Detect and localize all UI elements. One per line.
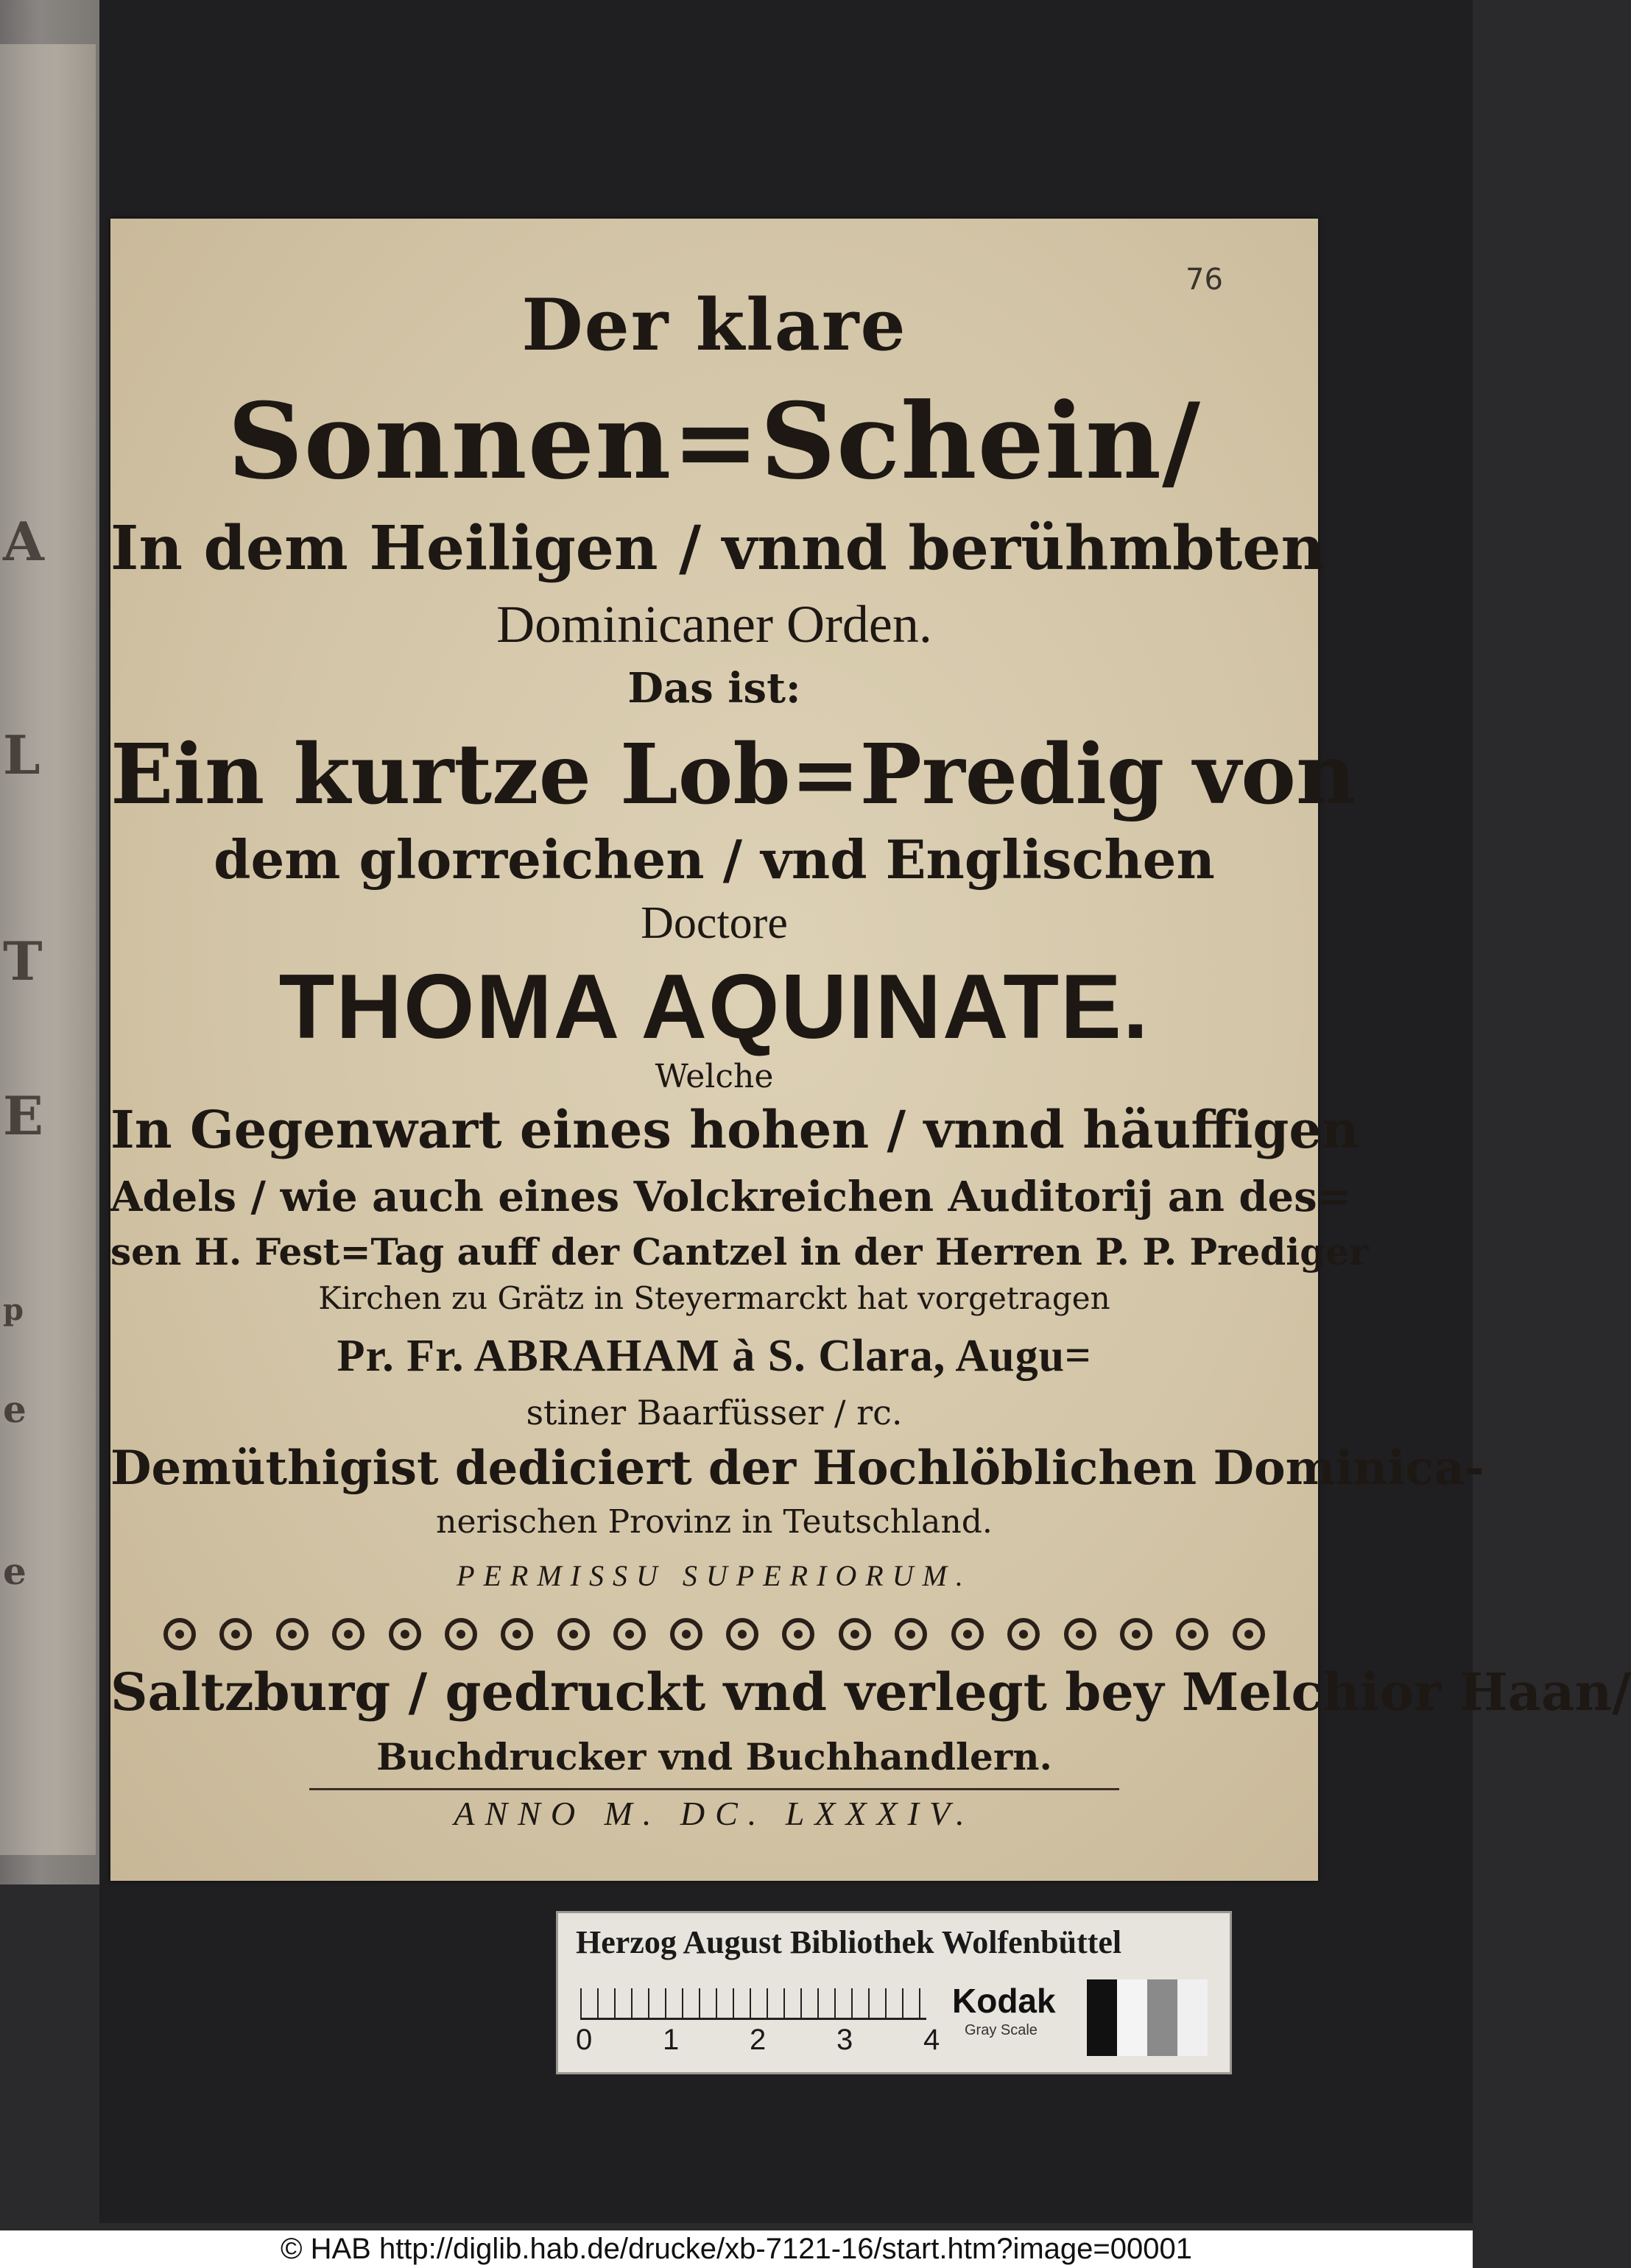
gray-patch: [1087, 1979, 1117, 2056]
ornament-icon: [726, 1618, 758, 1650]
ornament-icon: [445, 1618, 477, 1650]
ornament-border: [163, 1614, 1265, 1655]
title-line-4: Dominicaner Orden.: [496, 595, 932, 654]
folio-number: 76: [1186, 263, 1223, 297]
title-line-6: Ein kurtze Lob=Predig von: [110, 727, 1356, 823]
ornament-icon: [389, 1618, 421, 1650]
kodak-logo: Kodak: [952, 1982, 1056, 2020]
gray-patch: [1117, 1979, 1147, 2056]
title-line-16: stiner Baarfüsser / rc.: [526, 1393, 903, 1432]
ornament-icon: [1176, 1618, 1208, 1650]
gray-patch: [1177, 1979, 1208, 2056]
title-line-18: nerischen Provinz in Teutschland.: [436, 1503, 993, 1541]
ornament-icon: [557, 1618, 590, 1650]
ornament-icon: [1007, 1618, 1040, 1650]
ornament-icon: [782, 1618, 814, 1650]
title-line-9: THOMA AQUINATE.: [278, 956, 1150, 1058]
title-line-3: In dem Heiligen / vnnd berühmbten: [110, 513, 1325, 584]
title-line-17: Demüthigist dediciert der Hochlöblichen Dominica-: [110, 1441, 1484, 1496]
ornament-icon: [670, 1618, 702, 1650]
ruler-numbers: [576, 2024, 959, 2060]
title-line-5: Das ist:: [627, 664, 801, 713]
title-line-7: dem glorreichen / vnd Englischen: [214, 828, 1215, 891]
ruler-number: 2: [750, 2024, 767, 2056]
title-page: [110, 219, 1631, 1881]
divider-rule: [309, 1788, 1119, 1790]
ornament-icon: [839, 1618, 871, 1650]
imprint-line-2: Buchdrucker vnd Buchhandlern.: [376, 1735, 1052, 1778]
gray-scale-target: [556, 1911, 1232, 2074]
gray-patches: [1087, 1979, 1208, 2056]
imprint-line-1: Saltzburg / gedruckt vnd verlegt bey Melchior Haan/: [110, 1661, 1631, 1723]
imprint-date: ANNO M. DC. LXXXIV.: [454, 1795, 975, 1832]
ruler-number: 1: [663, 2024, 680, 2056]
ornament-icon: [951, 1618, 984, 1650]
library-label: Herzog August Bibliothek Wolfenbüttel: [576, 1924, 1122, 1960]
title-line-2: Sonnen=Schein/: [228, 381, 1201, 503]
ruler-number: 4: [923, 2024, 940, 2056]
ornament-icon: [332, 1618, 364, 1650]
title-line-11: In Gegenwart eines hohen / vnnd häuffigen: [110, 1099, 1359, 1160]
ornament-icon: [219, 1618, 252, 1650]
title-line-14: Kirchen zu Grätz in Steyermarckt hat vorgetragen: [318, 1280, 1110, 1316]
gray-patch: [1147, 1979, 1177, 2056]
ornament-icon: [1233, 1618, 1265, 1650]
adjacent-page-letters: A L T E p e e: [3, 510, 44, 1593]
ornament-icon: [613, 1618, 646, 1650]
ornament-icon: [1064, 1618, 1096, 1650]
title-line-12: Adels / wie auch eines Volckreichen Auditorij an des=: [110, 1173, 1352, 1221]
title-line-1: Der klare: [521, 283, 907, 367]
ruler-number: 0: [576, 2024, 593, 2056]
title-line-19: PERMISSU SUPERIORUM.: [457, 1559, 972, 1592]
ornament-icon: [276, 1618, 309, 1650]
copyright-footer: © HAB http://diglib.hab.de/drucke/xb-7121-16/start.htm?image=00001: [0, 2230, 1473, 2268]
title-line-8: Doctore: [641, 898, 788, 948]
title-line-10: Welche: [655, 1058, 774, 1095]
scale-ruler: [580, 1974, 926, 2020]
title-line-13: sen H. Fest=Tag auff der Cantzel in der Herren P. P. Prediger: [110, 1230, 1369, 1273]
ruler-number: 3: [836, 2024, 853, 2056]
ornament-icon: [895, 1618, 927, 1650]
title-line-15: Pr. Fr. ABRAHAM à S. Clara, Augu=: [337, 1331, 1092, 1381]
gray-scale-label: Gray Scale: [965, 2022, 1038, 2038]
ornament-icon: [163, 1618, 196, 1650]
ornament-icon: [501, 1618, 533, 1650]
ornament-icon: [1120, 1618, 1152, 1650]
